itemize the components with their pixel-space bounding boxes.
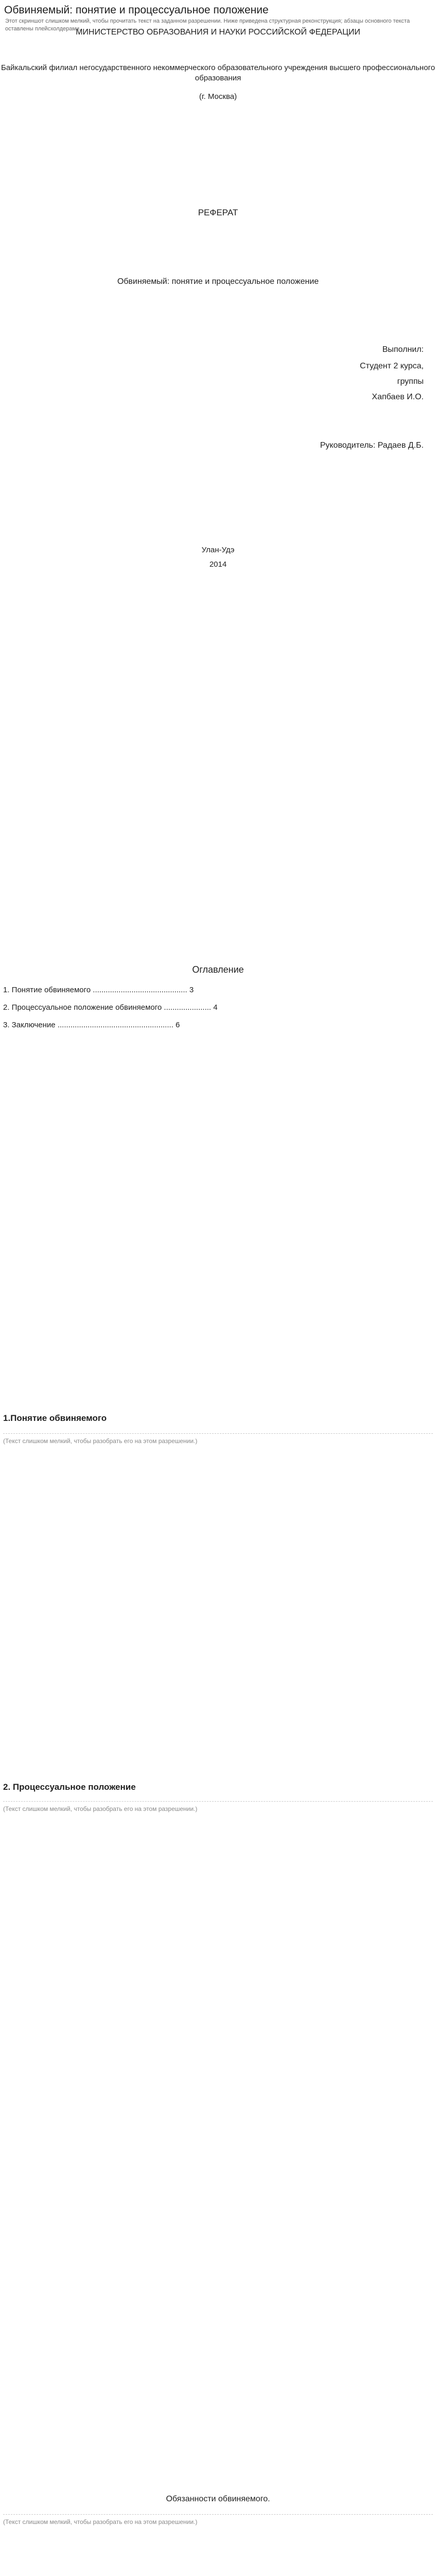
- reconstruction-note: Этот скриншот слишком мелкий, чтобы прочитать текст на заданном разрешении. Ниже приведена структурная реконструкция; абзацы основного текста оставлены плейсхолдерами.: [5, 18, 410, 32]
- section-body-placeholder: (Текст слишком мелкий, чтобы разобрать его на этом разрешении.): [3, 2514, 433, 2576]
- cover-performed-label: Выполнил:: [382, 345, 424, 354]
- cover-author: Хапбаев И.О.: [372, 393, 424, 401]
- cover-ministry: МИНИСТЕРСТВО ОБРАЗОВАНИЯ И НАУКИ РОССИЙСКОЙ ФЕДЕРАЦИИ: [76, 28, 360, 37]
- toc-title: Оглавление: [192, 964, 244, 975]
- section-title: 2. Процессуальное положение: [3, 1782, 136, 1792]
- cover-topic: Обвиняемый: понятие и процессуальное положение: [117, 277, 319, 286]
- toc-item: 3. Заключение ...................................................... 6: [3, 1021, 180, 1029]
- cover-place: Улан-Удэ: [201, 546, 235, 554]
- cover-city: (г. Москва): [199, 92, 237, 101]
- section-subtitle: Обязанности обвиняемого.: [166, 2495, 270, 2503]
- section-body-placeholder: (Текст слишком мелкий, чтобы разобрать его на этом разрешении.): [3, 1801, 433, 2475]
- section-body-placeholder: (Текст слишком мелкий, чтобы разобрать его на этом разрешении.): [3, 1433, 433, 1756]
- section-title: 1.Понятие обвиняемого: [3, 1413, 107, 1423]
- cover-student: Студент 2 курса,: [360, 362, 424, 370]
- cover-group: группы: [397, 377, 424, 386]
- toc-item: 2. Процессуальное положение обвиняемого ...................... 4: [3, 1003, 218, 1012]
- toc-item: 1. Понятие обвиняемого ............................................ 3: [3, 986, 194, 994]
- cover-supervisor: Руководитель: Радаев Д.Б.: [320, 441, 424, 450]
- cover-branch: Байкальский филиал негосударственного некоммерческого образовательного учреждения высшего профессионального образования: [1, 63, 435, 83]
- cover-kind: РЕФЕРАТ: [198, 208, 238, 217]
- page-title: Обвиняемый: понятие и процессуальное положение: [4, 4, 269, 16]
- cover-year: 2014: [209, 560, 227, 569]
